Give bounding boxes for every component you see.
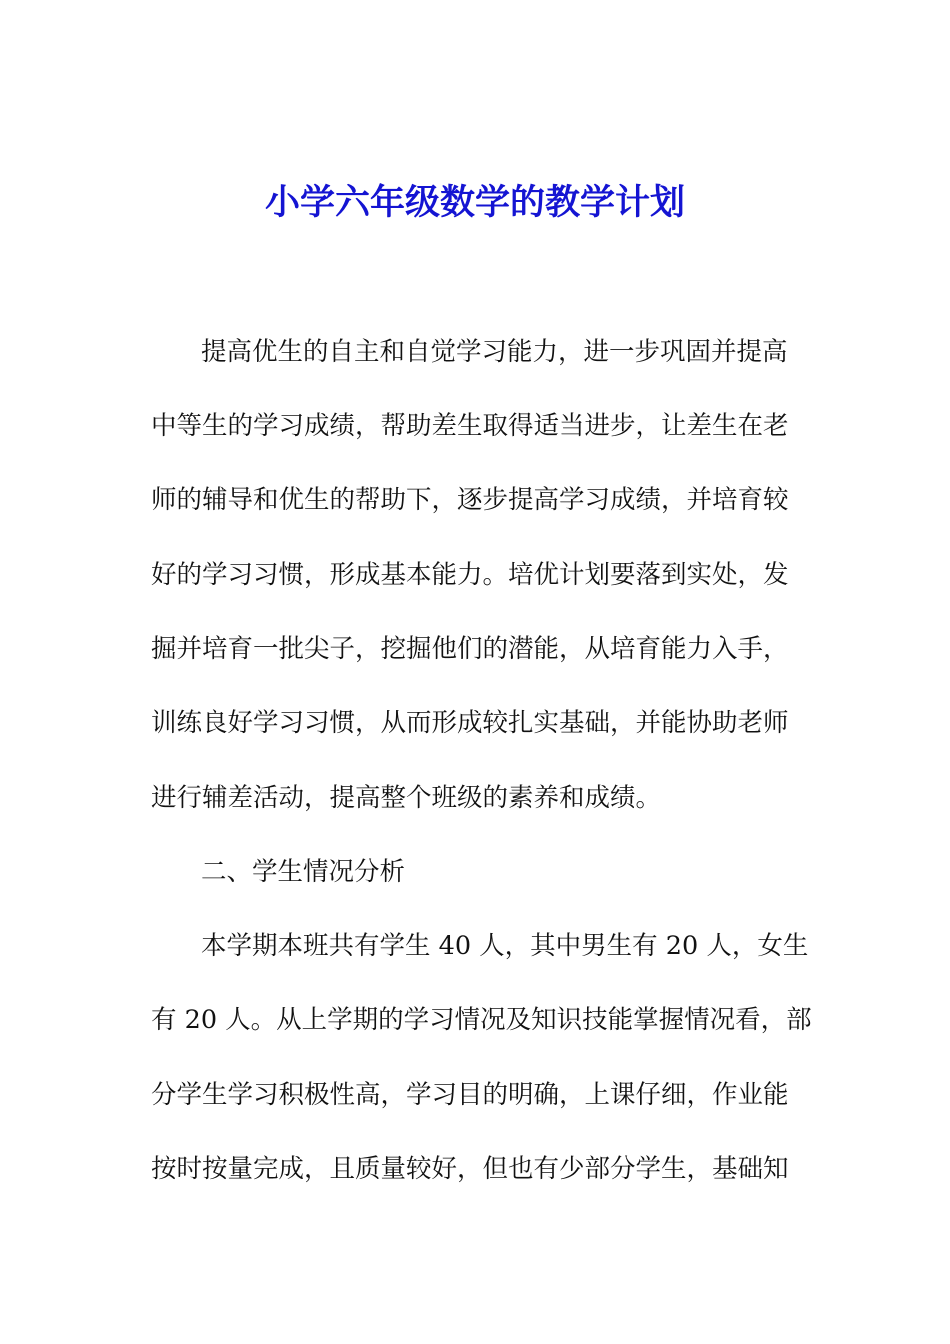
paragraph-line: 进行辅差活动，提高整个班级的素养和成绩。 xyxy=(151,783,662,813)
paragraph-line: 分学生学习积极性高，学习目的明确，上课仔细，作业能 xyxy=(151,1080,789,1110)
paragraph-line: 按时按量完成，且质量较好，但也有少部分学生，基础知 xyxy=(151,1154,789,1184)
paragraph-line: 有 20 人。从上学期的学习情况及知识技能掌握情况看，部 xyxy=(151,1005,812,1035)
section-heading: 二、学生情况分析 xyxy=(201,857,406,887)
paragraph-line: 提高优生的自主和自觉学习能力，进一步巩固并提高 xyxy=(201,337,788,367)
document-title: 小学六年级数学的教学计划 xyxy=(264,182,685,223)
paragraph-line: 本学期本班共有学生 40 人，其中男生有 20 人，女生 xyxy=(201,931,809,961)
paragraph-line: 好的学习习惯，形成基本能力。培优计划要落到实处，发 xyxy=(151,560,789,590)
paragraph-line: 训练良好学习习惯，从而形成较扎实基础，并能协助老师 xyxy=(151,708,789,738)
paragraph-line: 中等生的学习成绩，帮助差生取得适当进步，让差生在老 xyxy=(151,411,789,441)
paragraph-line: 掘并培育一批尖子，挖掘他们的潜能，从培育能力入手， xyxy=(151,634,789,664)
paragraph-line: 师的辅导和优生的帮助下，逐步提高学习成绩，并培育较 xyxy=(151,485,789,515)
